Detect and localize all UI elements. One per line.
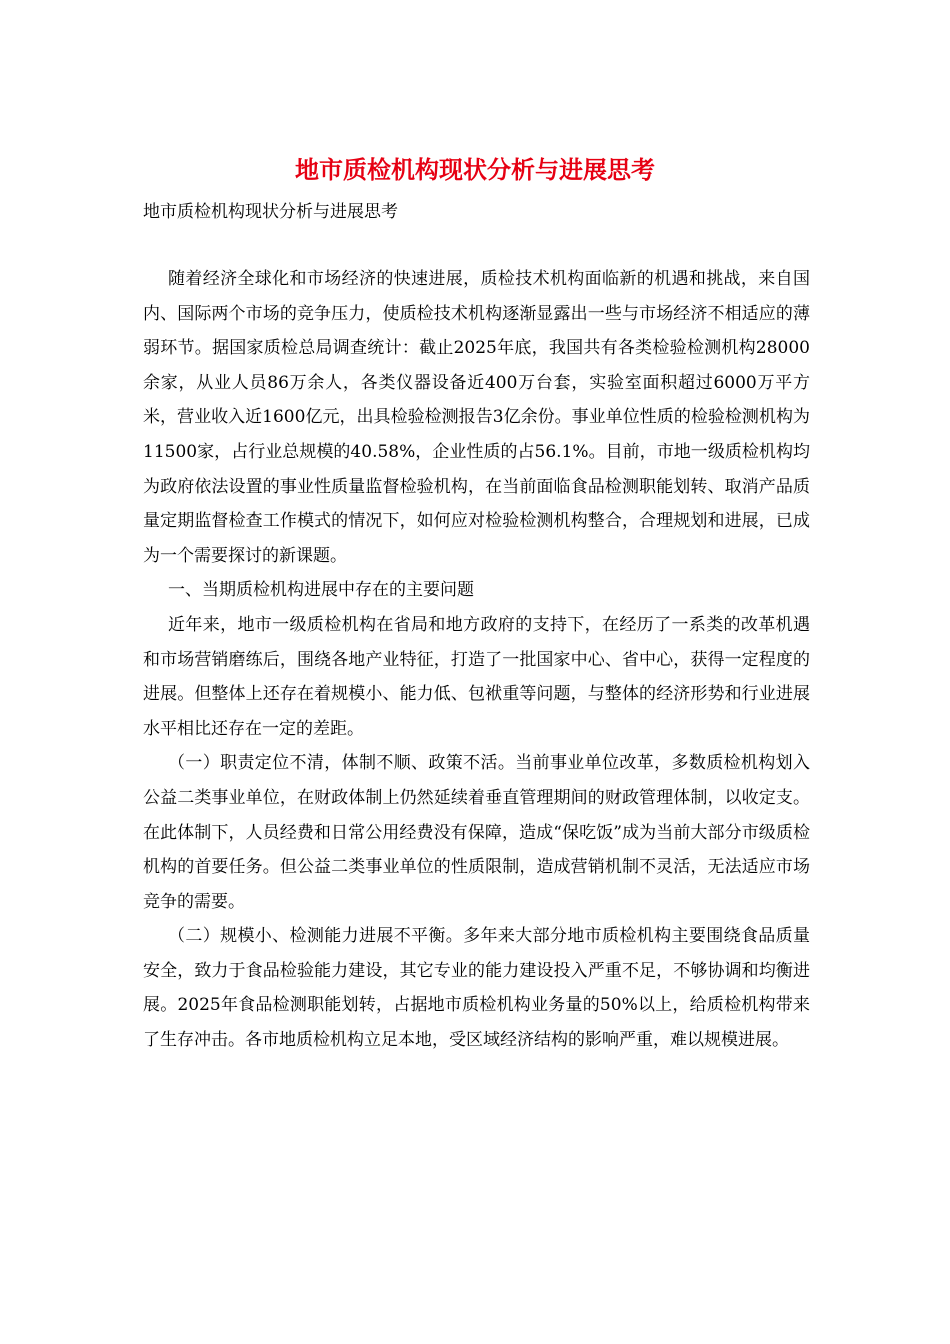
paragraph-section-1: 近年来，地市一级质检机构在省局和地方政府的支持下，在经历了一系类的改革机遇和市场营销磨练后，围绕各地产业特征，打造了一批国家中心、省中心，获得一定程度的进展。但整体上还存在着规模小、能力低、包袱重等问题，与整体的经济形势和行业进展水平相比还存在一定的差距。: [143, 614, 810, 739]
paragraph-issue-1: （一）职责定位不清，体制不顺、政策不活。当前事业单位改革，多数质检机构划入公益二类事业单位，在财政体制上仍然延续着垂直管理期间的财政管理体制，以收定支。在此体制下，人员经费和日常公用经费没有保障，造成“保吃饭”成为当前大部分市级质检机构的首要任务。但公益二类事业单位的性质限制，造成营销机制不灵活，无法适应市场竞争的需要。: [143, 753, 810, 912]
document-title: 地市质检机构现状分析与进展思考: [295, 155, 655, 184]
document-body: [143, 262, 810, 1058]
paragraph-intro: 随着经济全球化和市场经济的快速进展，质检技术机构面临新的机遇和挑战，来自国内、国际两个市场的竞争压力，使质检技术机构逐渐显露出一些与市场经济不相适应的薄弱环节。据国家质检总局调查统计：截止2025年底，我国共有各类检验检测机构28000余家，从业人员86万余人，各类仪器设备近400万台套，实验室面积超过6000万平方米，营业收入近1600亿元，出具检验检测报告3亿余份。事业单位性质的检验检测机构为11500家，占行业总规模的40.58%，企业性质的占56.1%。目前，市地一级质检机构均为政府依法设置的事业性质量监督检验机构，在当前面临食品检测职能划转、取消产品质量定期监督检查工作模式的情况下，如何应对检验检测机构整合，合理规划和进展，已成为一个需要探讨的新课题。: [143, 269, 810, 566]
paragraph-issue-2: （二）规模小、检测能力进展不平衡。多年来大部分地市质检机构主要围绕食品质量安全，致力于食品检验能力建设，其它专业的能力建设投入严重不足，不够协调和均衡进展。2025年食品检测职能划转，占据地市质检机构业务量的50%以上，给质检机构带来了生存冲击。各市地质检机构立足本地，受区域经济结构的影响严重，难以规模进展。: [143, 926, 810, 1051]
document-subtitle: 地市质检机构现状分析与进展思考: [143, 202, 398, 222]
section-heading-1: 一、当期质检机构进展中存在的主要问题: [168, 580, 474, 601]
